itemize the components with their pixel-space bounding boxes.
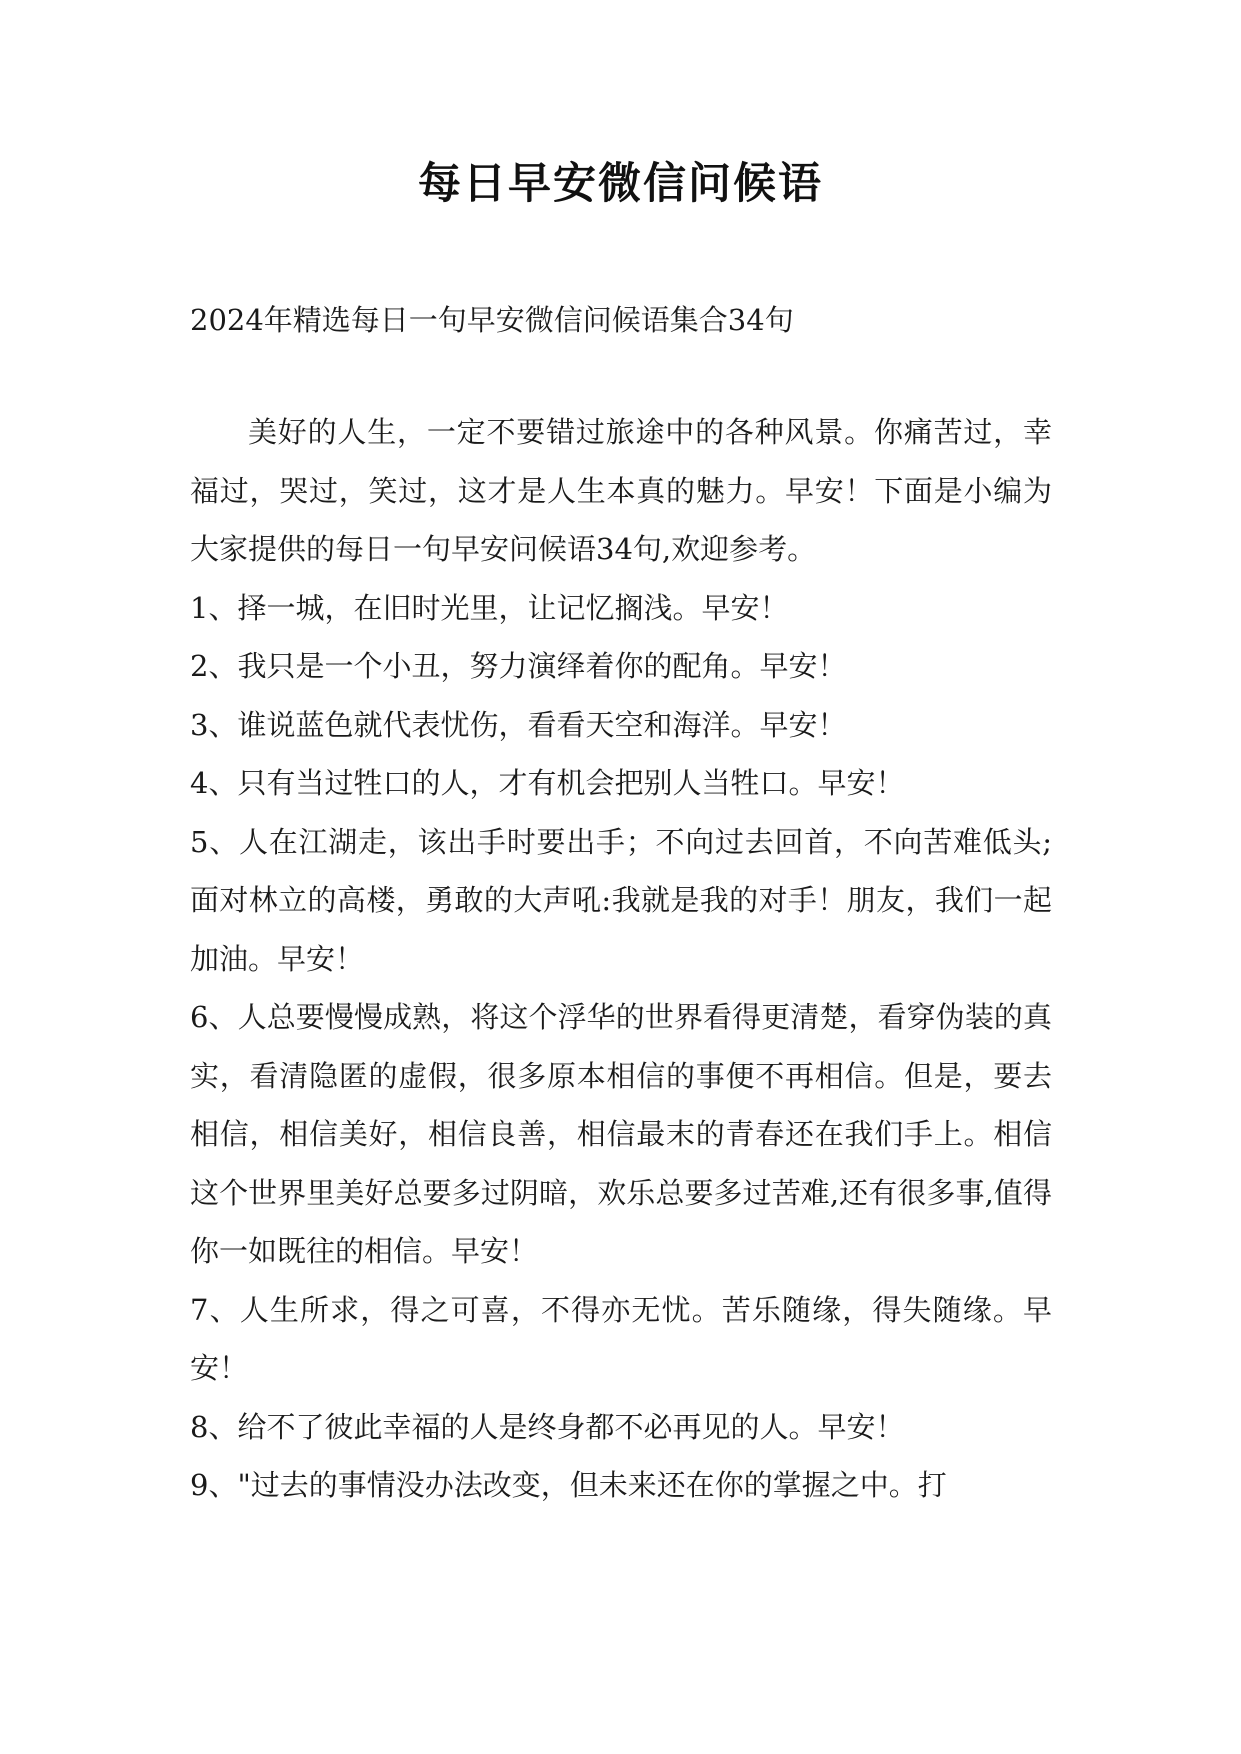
list-item: 7、人生所求，得之可喜，不得亦无忧。苦乐随缘，得失随缘。早安！ <box>190 1292 1052 1385</box>
list-item: 9、"过去的事情没办法改变，但未来还在你的掌握之中。打 <box>190 1468 947 1502</box>
document-title: 每日早安微信问候语 <box>418 159 823 209</box>
list-item: 5、人在江湖走，该出手时要出手；不向过去回首，不向苦难低头;面对林立的高楼，勇敢的大声吼:我就是我的对手！朋友，我们一起加油。早安！ <box>190 824 1052 976</box>
list-item: 4、只有当过牲口的人，才有机会把别人当牲口。早安！ <box>190 766 905 800</box>
list-item: 8、给不了彼此幸福的人是终身都不必再见的人。早安！ <box>190 1409 905 1444</box>
list-item: 3、谁说蓝色就代表忧伤，看看天空和海洋。早安！ <box>190 707 847 742</box>
list-item: 1、择一城，在旧时光里，让记忆搁浅。早安！ <box>190 590 789 625</box>
document-body <box>190 403 1052 1515</box>
list-item: 6、人总要慢慢成熟，将这个浮华的世界看得更清楚，看穿伪装的真实，看清隐匿的虚假，很多原本相信的事便不再相信。但是，要去相信，相信美好，相信良善，相信最末的青春还在我们手上。相信这个世界里美好总要多过阴暗，欢乐总要多过苦难,还有很多事,值得你一如既往的相信。早安！ <box>190 1000 1052 1268</box>
intro-paragraph: 美好的人生，一定不要错过旅途中的各种风景。你痛苦过，幸福过，哭过，笑过，这才是人生本真的魅力。早安！下面是小编为大家提供的每日一句早安问候语34句,欢迎参考。 <box>190 415 1052 566</box>
document-subtitle: 2024年精选每日一句早安微信问候语集合34句 <box>190 303 794 337</box>
list-item: 2、我只是一个小丑，努力演绎着你的配角。早安！ <box>190 649 847 683</box>
